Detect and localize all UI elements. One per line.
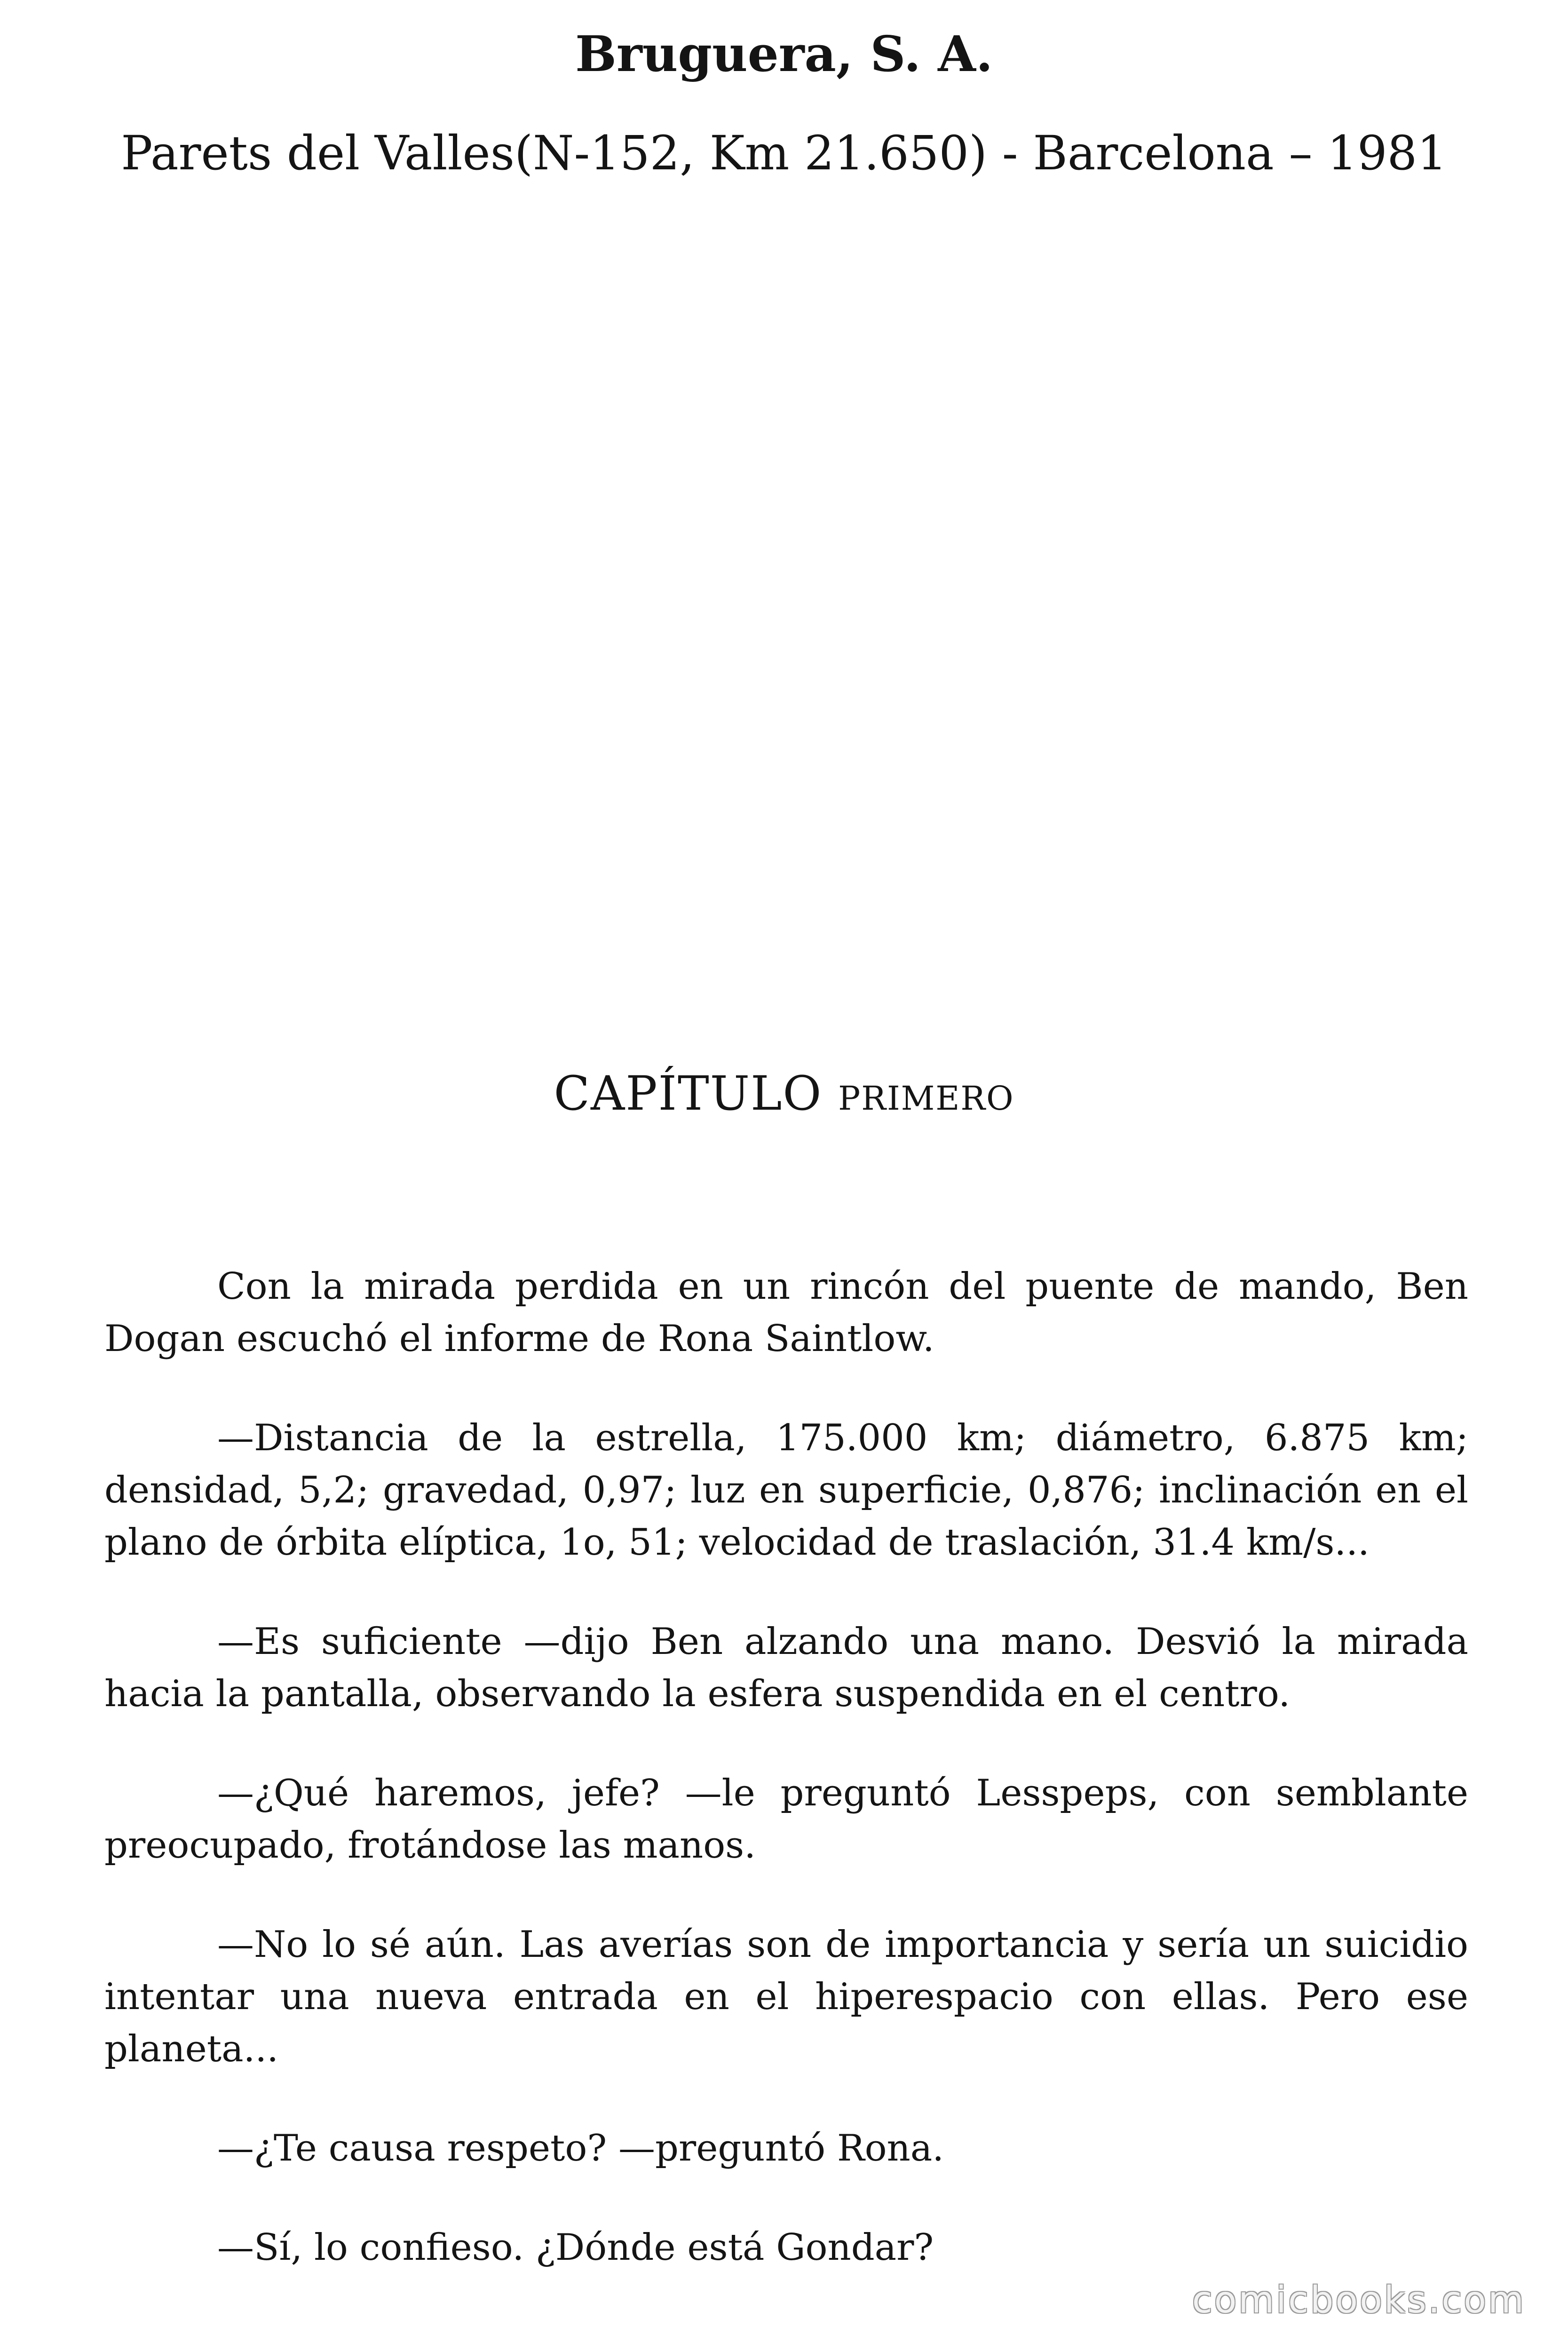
body-text — [104, 1261, 1468, 2321]
paragraph: —¿Te causa respeto? —preguntó Rona. — [217, 2127, 944, 2169]
paragraph: —Es suficiente —dijo Ben alzando una mano. Desvió la mirada hacia la pantalla, observando la esfera suspendida en el centro. — [104, 1621, 1468, 1715]
paragraph: —¿Qué haremos, jefe? —le preguntó Lesspeps, con semblante preocupado, frotándose las manos. — [104, 1772, 1468, 1867]
chapter-heading — [0, 1058, 1568, 1129]
publisher-name: Bruguera, S. A. — [575, 25, 993, 83]
publisher-address: Parets del Valles(N-152, Km 21.650) - Barcelona – 1981 — [121, 126, 1447, 181]
watermark: comicbooks.com — [1192, 2279, 1526, 2321]
paragraph: —Distancia de la estrella, 175.000 km; diámetro, 6.875 km; densidad, 5,2; gravedad, 0,97; luz en superficie, 0,876; inclinación en el plano de órbita elíptica, 1o, 51; velocidad de traslación, 31.4 km/s... — [104, 1417, 1468, 1564]
chapter-subtitle: primero — [838, 1066, 1014, 1121]
paragraph: —Sí, lo confieso. ¿Dónde está Gondar? — [217, 2226, 934, 2269]
paragraph: —No lo sé aún. Las averías son de importancia y sería un suicidio intentar una nueva entrada en el hiperespacio con ellas. Pero ese planeta... — [104, 1923, 1468, 2070]
chapter-title: CAPÍTULO — [554, 1066, 823, 1121]
paragraph: Con la mirada perdida en un rincón del puente de mando, Ben Dogan escuchó el informe de Rona Saintlow. — [104, 1265, 1468, 1360]
